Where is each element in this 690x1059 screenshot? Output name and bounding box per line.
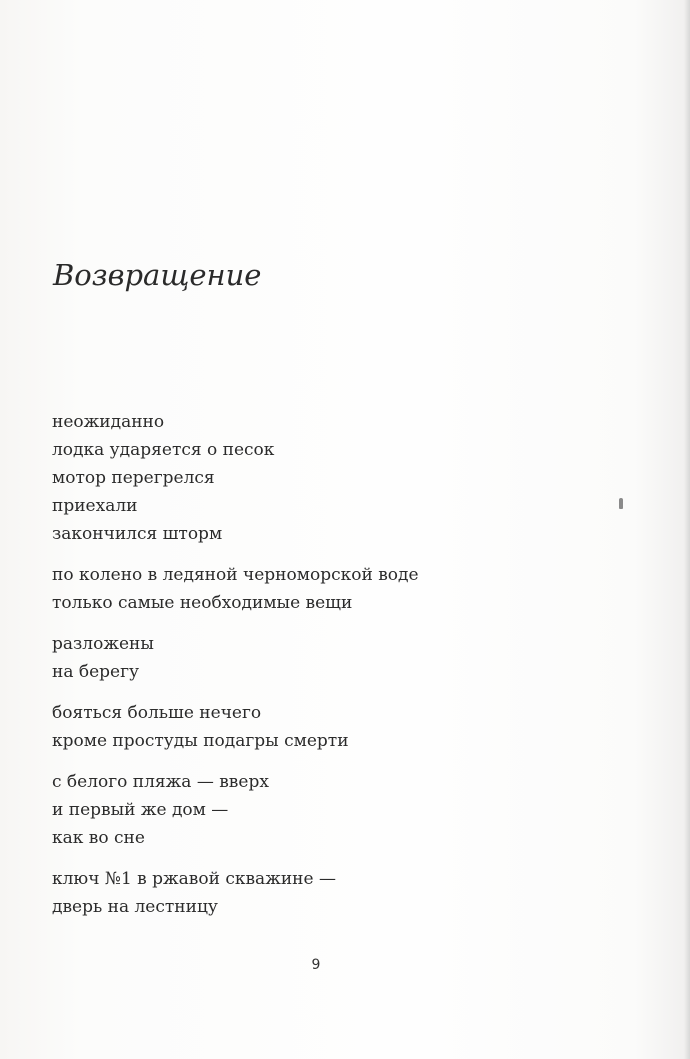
poem-line: мотор перегрелся — [52, 468, 215, 488]
poem-line: ключ №1 в ржавой скважине — — [52, 869, 336, 889]
stanza — [52, 408, 612, 548]
poem-line: с белого пляжа — вверх — [52, 772, 269, 792]
paper-speck — [619, 498, 623, 509]
poem-line: приехали — [52, 496, 138, 516]
stanza — [52, 699, 612, 755]
poem-line: лодка ударяется о песок — [52, 440, 275, 460]
poem-line: закончился шторм — [52, 524, 223, 544]
poem-line: только самые необходимые вещи — [52, 593, 353, 613]
poem-line: кроме простуды подагры смерти — [52, 731, 349, 751]
poem-line: неожиданно — [52, 412, 165, 432]
poem-line: по колено в ледяной черноморской воде — [52, 565, 419, 585]
poem-line: бояться больше нечего — [52, 703, 262, 723]
stanza — [52, 630, 612, 686]
page-number: 9 — [311, 957, 321, 973]
poem-line: как во сне — [52, 828, 145, 848]
stanza — [52, 561, 612, 617]
stanza — [52, 768, 612, 852]
stanza — [52, 865, 612, 921]
poem-line: дверь на лестницу — [52, 897, 218, 917]
poem-title: Возвращение — [53, 258, 262, 292]
poem-line: и первый же дом — — [52, 800, 229, 820]
poem-line: разложены — [52, 634, 154, 654]
poem-line: на берегу — [52, 662, 140, 682]
poem-body — [52, 408, 612, 934]
